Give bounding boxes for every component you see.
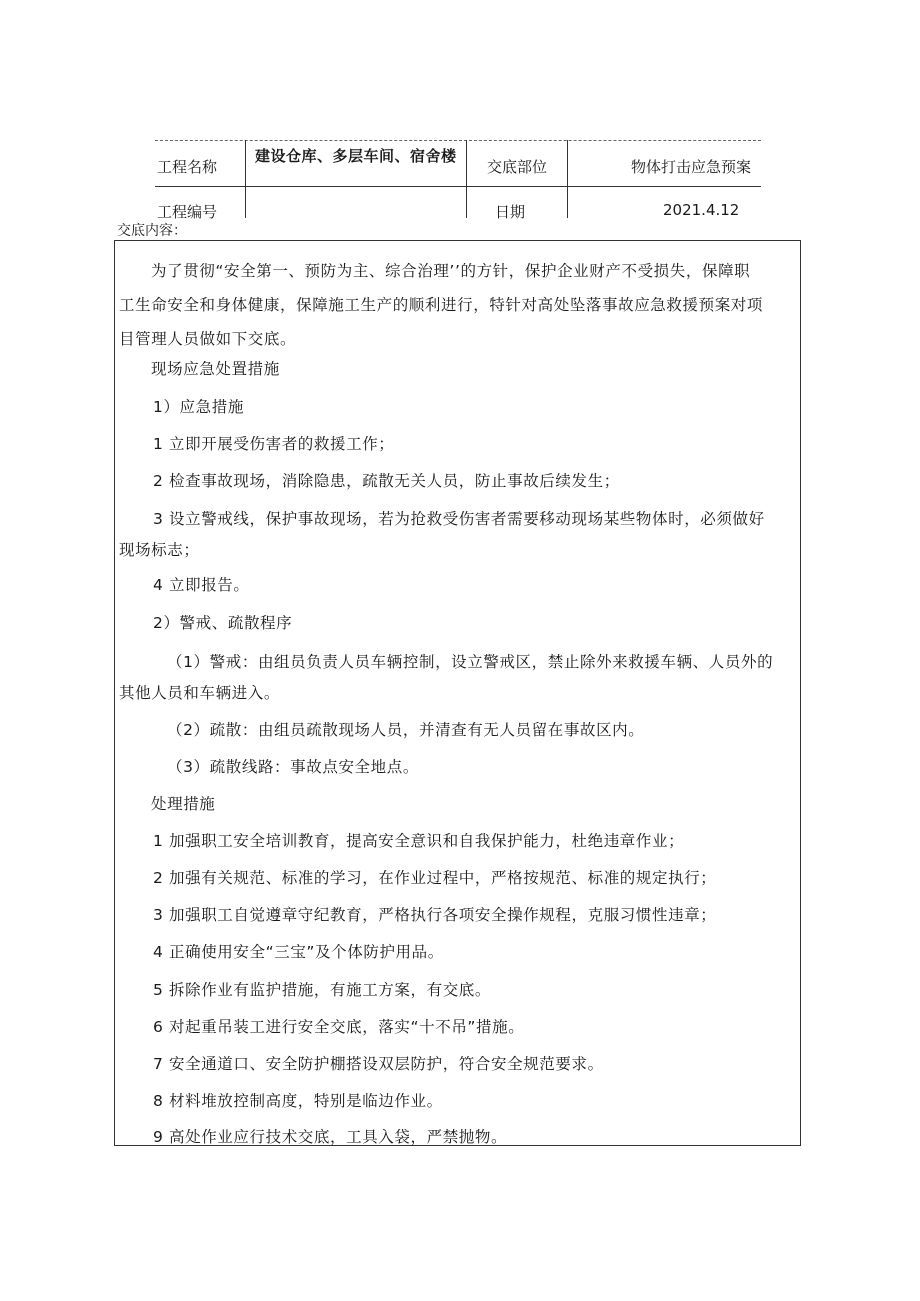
list-item: 4 正确使用安全“三宝”及个体防护用品。 <box>153 943 444 961</box>
date-label: 日期 <box>495 203 526 221</box>
list-item: （1）警戒：由组员负责人员车辆控制，设立警戒区，禁止除外来救援车辆、人员外的 <box>167 653 774 671</box>
list-item: 3 设立警戒线，保护事故现场，若为抢救受伤害者需要移动现场某些物体时，必须做好 <box>153 510 765 528</box>
subsection-title: 2）警戒、疏散程序 <box>153 614 293 632</box>
list-item: 5 拆除作业有监护措施，有施工方案，有交底。 <box>153 981 491 999</box>
list-item: 3 加强职工自觉遵章守纪教育，严格执行各项安全操作规程，克服习惯性违章； <box>153 906 717 924</box>
subsection-title: 1）应急措施 <box>153 398 244 416</box>
section-title: 现场应急处置措施 <box>151 360 280 378</box>
project-name-value: 建设仓库、多层车间、宿舍楼 <box>255 147 457 165</box>
list-item: 4 立即报告。 <box>153 576 250 594</box>
list-item: 7 安全通道口、安全防护棚搭设双层防护，符合安全规范要求。 <box>153 1055 604 1073</box>
content-box <box>114 240 801 1146</box>
list-item: 其他人员和车辆进入。 <box>119 684 281 702</box>
list-item: （2）疏散：由组员疏散现场人员，并清查有无人员留在事故区内。 <box>167 721 645 739</box>
table-col-divider <box>245 140 246 218</box>
project-number-label: 工程编号 <box>157 203 218 221</box>
table-col-divider <box>466 140 467 218</box>
intro-line: 目管理人员做如下交底。 <box>119 330 297 348</box>
list-item: 9 高处作业应行技术交底，工具入袋，严禁抛物。 <box>153 1128 508 1146</box>
list-item: （3）疏散线路：事故点安全地点。 <box>167 758 419 776</box>
table-col-divider <box>567 140 568 218</box>
header-table <box>155 140 761 221</box>
content-label: 交底内容： <box>117 223 187 239</box>
list-item: 2 加强有关规范、标准的学习，在作业过程中，严格按规范、标准的规定执行； <box>153 869 717 887</box>
list-item: 1 立即开展受伤害者的救援工作； <box>153 435 395 453</box>
intro-line: 为了贯彻“安全第一、预防为主、综合治理’’的方针，保护企业财产不受损失，保障职 <box>151 262 751 280</box>
list-item: 6 对起重吊装工进行安全交底，落实“十不吊”措施。 <box>153 1018 525 1036</box>
list-item: 现场标志； <box>119 541 200 559</box>
section-title: 处理措施 <box>151 795 216 813</box>
disclosure-part-label: 交底部位 <box>487 158 548 176</box>
disclosure-part-value: 物体打击应急预案 <box>631 158 752 176</box>
project-name-label: 工程名称 <box>157 158 218 176</box>
list-item: 2 检查事故现场，消除隐患，疏散无关人员，防止事故后续发生； <box>153 472 620 490</box>
list-item: 8 材料堆放控制高度，特别是临边作业。 <box>153 1092 443 1110</box>
list-item: 1 加强职工安全培训教育，提高安全意识和自我保护能力，杜绝违章作业； <box>153 832 685 850</box>
date-value: 2021.4.12 <box>663 201 740 219</box>
intro-line: 工生命安全和身体健康，保障施工生产的顺利进行，特针对高处坠落事故应急救援预案对项 <box>119 296 764 314</box>
